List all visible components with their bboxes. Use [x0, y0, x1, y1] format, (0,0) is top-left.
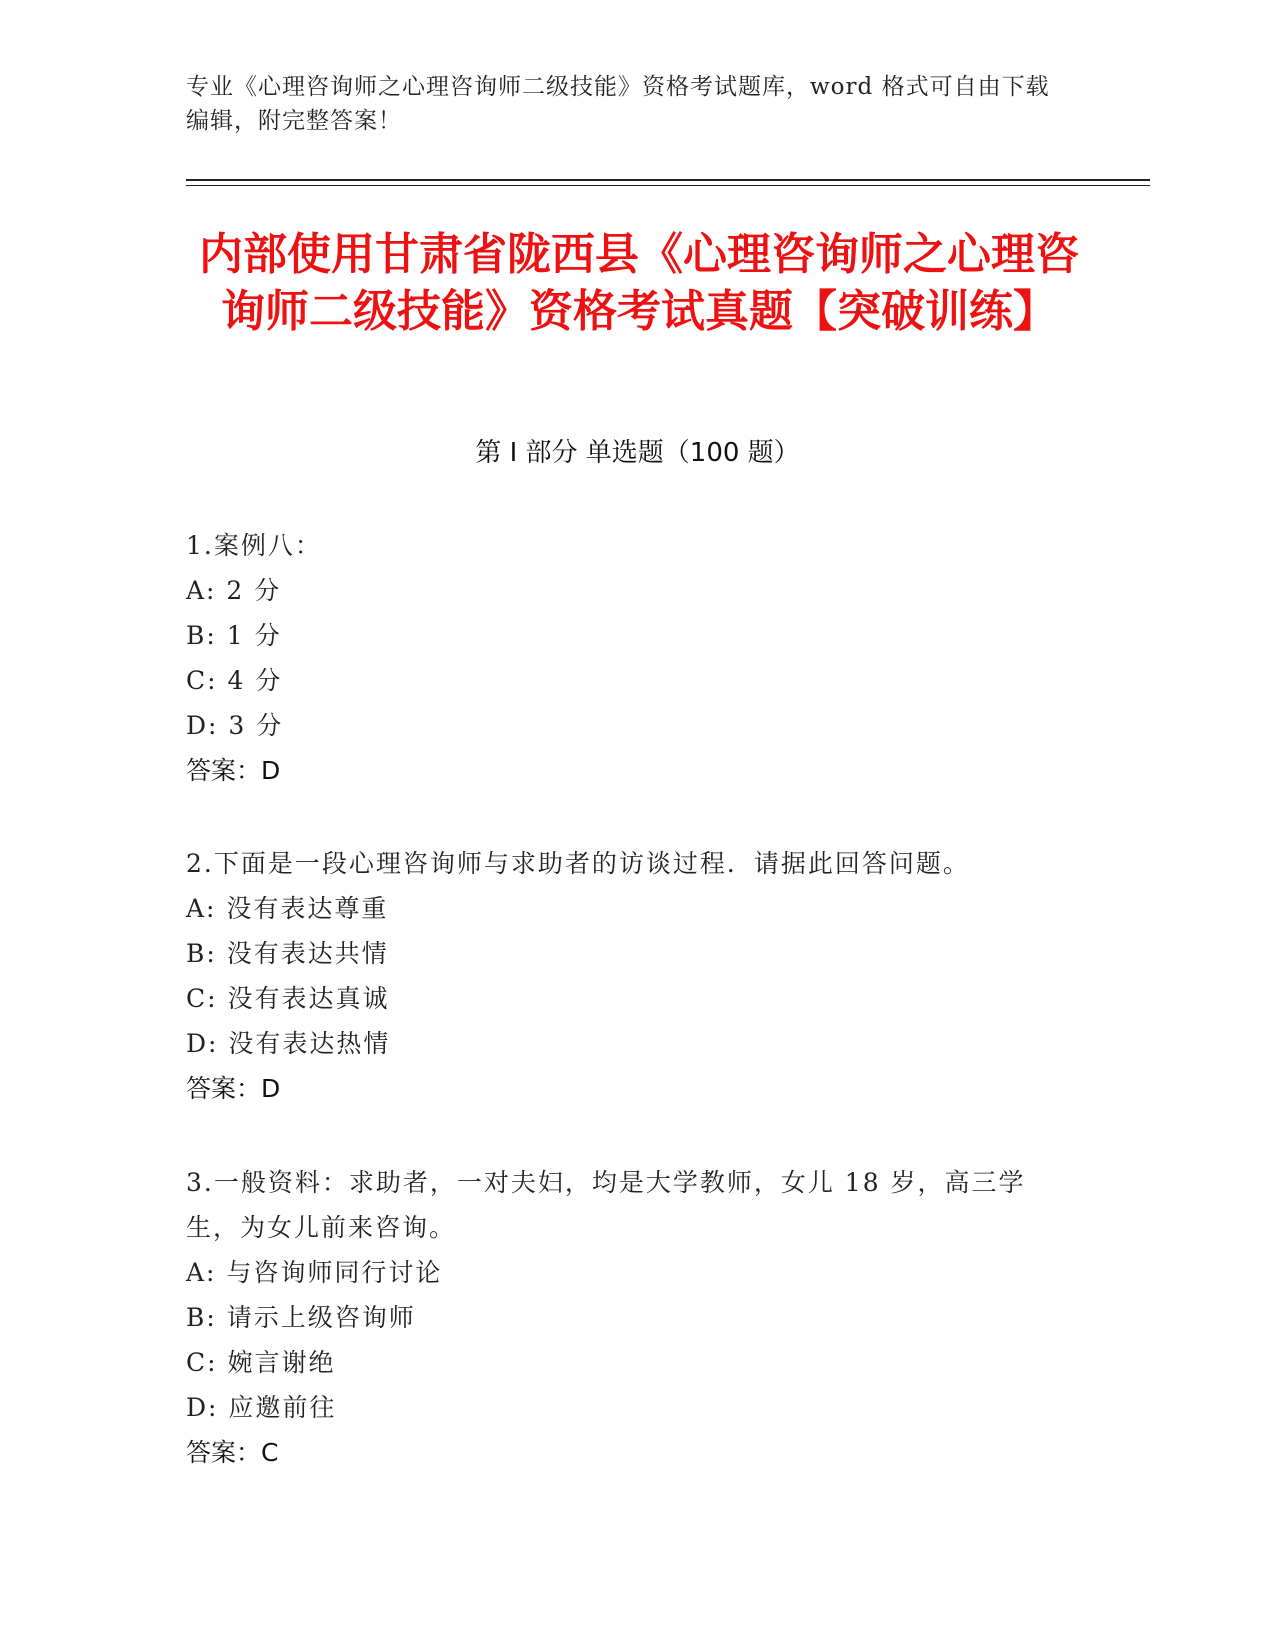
answer: 答案：D — [186, 1074, 281, 1103]
option-a: A: 与咨询师同行讨论 — [186, 1258, 443, 1287]
option-d: D: 3 分 — [186, 711, 284, 740]
header-rule-thick — [186, 179, 1150, 181]
option-b: B: 没有表达共情 — [186, 939, 389, 968]
option-d: D: 应邀前往 — [186, 1393, 337, 1422]
option-d: D: 没有表达热情 — [186, 1029, 391, 1058]
header-note: 专业《心理咨询师之心理咨询师二级技能》资格考试题库，word 格式可自由下载编辑，附完整答案！ — [186, 74, 1050, 134]
option-a: A: 没有表达尊重 — [186, 894, 389, 923]
question-1 — [186, 523, 1076, 793]
question-stem: 3.一般资料：求助者，一对夫妇，均是大学教师，女儿 18 岁，高三学生，为女儿前来咨询。 — [186, 1168, 1026, 1242]
document-title: 内部使用甘肃省陇西县《心理咨询师之心理咨询师二级技能》资格考试真题【突破训练】 — [199, 229, 1079, 337]
option-a: A: 2 分 — [186, 576, 282, 605]
option-b: B: 1 分 — [186, 621, 282, 650]
header-rule-thin — [186, 185, 1150, 186]
section-heading: 第 I 部分 单选题（100 题） — [475, 438, 800, 468]
answer: 答案：C — [186, 1438, 279, 1467]
option-b: B: 请示上级咨询师 — [186, 1303, 416, 1332]
question-stem: 1.案例八： — [186, 531, 322, 560]
question-stem: 2.下面是一段心理咨询师与求助者的访谈过程．请据此回答问题。 — [186, 849, 970, 878]
option-c: C: 婉言谢绝 — [186, 1348, 336, 1377]
question-3 — [186, 1160, 1076, 1475]
answer: 答案：D — [186, 756, 281, 785]
option-c: C: 没有表达真诚 — [186, 984, 390, 1013]
option-c: C: 4 分 — [186, 666, 283, 695]
question-2 — [186, 841, 1076, 1111]
